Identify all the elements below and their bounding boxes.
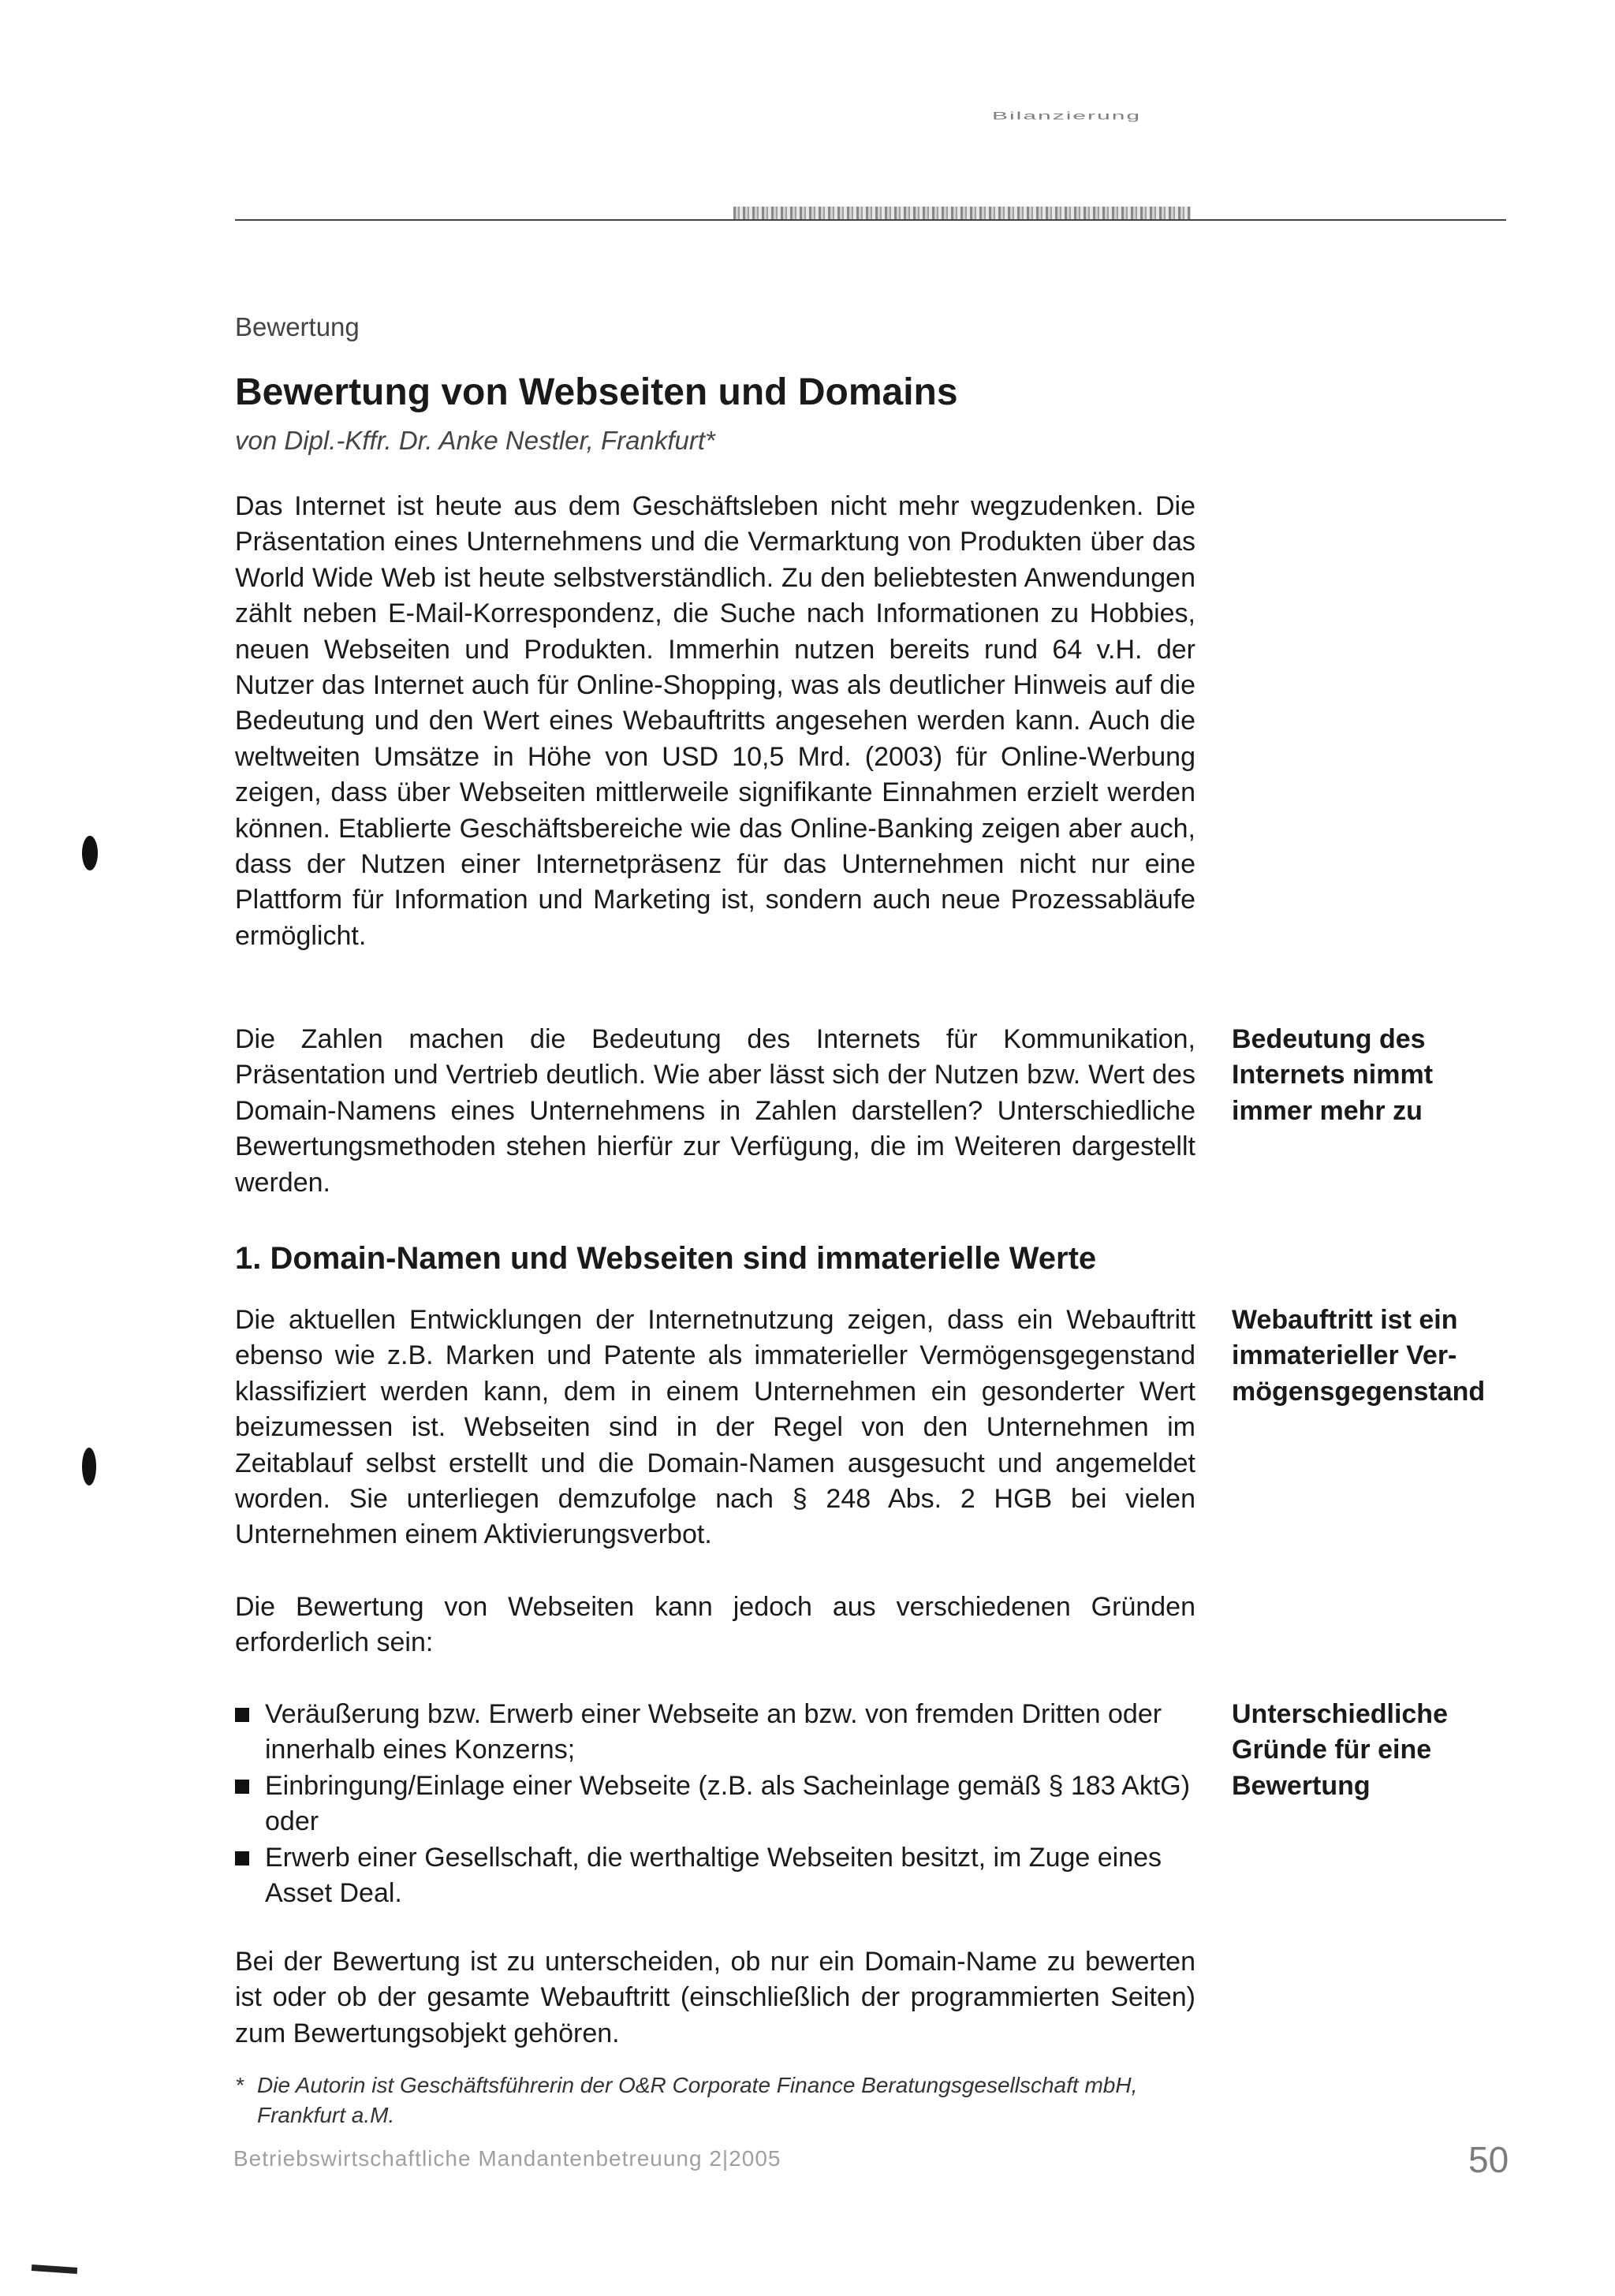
byline: von Dipl.-Kffr. Dr. Anke Nestler, Frankfurt*: [235, 426, 715, 455]
publication-footer: Betriebswirtschaftliche Mandantenbetreuung 2|2005: [233, 2146, 781, 2171]
list-item: [235, 1697, 1195, 1769]
body-paragraph: Die Zahlen machen die Bedeutung des Internets für Kommunikation, Präsentation und Vertrieb deutlich. Wie aber lässt sich der Nutzen bzw. Wert des Domain-Namens eines Unternehmens in Zahlen darstellen? Unterschiedliche Bewertungsmethoden stehen hierfür zur Verfügung, die im Weiteren dargestellt werden.: [235, 1024, 1195, 1198]
body-paragraph: Das Internet ist heute aus dem Geschäftsleben nicht mehr wegzudenken. Die Präsentation eines Unternehmens und die Vermarktung von Produkten über das World Wide Web ist heute selbstverständlich. Zu den beliebtesten Anwendungen zählt neben E-Mail-Korrespondenz, die Suche nach Informationen zu Hobbies, neuen Webseiten und Produkten. Immerhin nutzen bereits rund 64 v.H. der Nutzer das Internet auch für Online-Shopping, was als deutlicher Hinweis auf die Bedeutung und den Wert eines Webauftritts angesehen werden kann. Auch die weltweiten Umsätze in Höhe von USD 10,5 Mrd. (2003) für Online-Werbung zeigen, dass über Webseiten mittlerweile signifikante Einnahmen erzielt werden können. Etablierte Geschäftsbereiche wie das Online-Banking zeigen aber auch, dass der Nutzen einer Internetpräsenz für das Unternehmen nicht nur eine Plattform für Information und Marketing ist, sondern auch neue Prozessabläufe ermöglicht.: [235, 491, 1195, 951]
section-label: Bewertung: [235, 312, 360, 341]
margin-note: Webauftritt ist ein immaterieller Ver- mögensgegenstand: [1232, 1305, 1486, 1407]
body-paragraph: Die aktuellen Entwicklungen der Internetnutzung zeigen, dass ein Webauftritt ebenso wie z.B. Marken und Patente als immaterieller Vermögensgegenstand klassifiziert werden kann, dem in einem Unternehmen ein gesonderter Wert beizumessen ist. Webseiten sind in der Regel von den Unternehmen im Zeitablauf selbst erstellt und die Domain-Namen ausgesucht und angemeldet worden. Sie unterliegen demzufolge nach § 248 Abs. 2 HGB bei vielen Unternehmen einem Aktivierungsverbot.: [235, 1305, 1195, 1550]
list-item: [235, 1840, 1195, 1912]
body-paragraph: Bei der Bewertung ist zu unterscheiden, ob nur ein Domain-Name zu bewerten ist oder ob der gesamte Webauftritt (einschließlich der programmierten Seiten) zum Bewertungsobjekt gehören.: [235, 1947, 1195, 2048]
square-bullet-icon: [235, 1851, 249, 1866]
article-title: Bewertung von Webseiten und Domains: [235, 371, 958, 413]
list-item-text: Einbringung/Einlage einer Webseite (z.B. als Sacheinlage gemäß § 183 AktG) oder: [265, 1770, 1191, 1837]
margin-note: Bedeutung des Internets nimmt immer mehr zu: [1232, 1024, 1434, 1126]
list-item-text: Veräußerung bzw. Erwerb einer Webseite an bzw. von fremden Dritten oder innerhalb eines Konzerns;: [265, 1699, 1162, 1765]
section-heading: 1. Domain-Namen und Webseiten sind immaterielle Werte: [235, 1241, 1097, 1276]
square-bullet-icon: [235, 1708, 249, 1722]
header-rule: [235, 219, 1506, 221]
page-number: 50: [1468, 2139, 1509, 2180]
list-item-text: Erwerb einer Gesellschaft, die werthaltige Webseiten besitzt, im Zuge eines Asset Deal.: [265, 1842, 1162, 1909]
footnote-text: Die Autorin ist Geschäftsführerin der O&R Corporate Finance Beratungsgesellschaft mbH, Frankfurt a.M.: [257, 2073, 1138, 2127]
body-paragraph: Die Bewertung von Webseiten kann jedoch aus verschiedenen Gründen erforderlich sein:: [235, 1592, 1195, 1658]
footnote-marker: *: [235, 2073, 244, 2097]
bullet-list: [235, 1697, 1195, 1911]
scan-corner-mark: [32, 2264, 77, 2274]
running-head: Bilanzierung: [992, 110, 1142, 122]
margin-note: Unterschiedliche Gründe für eine Bewertung: [1232, 1699, 1448, 1801]
square-bullet-icon: [235, 1780, 249, 1794]
punch-hole-mark: [82, 836, 98, 870]
footnote: [235, 2070, 1181, 2130]
list-item: [235, 1769, 1195, 1840]
punch-hole-mark: [82, 1448, 96, 1485]
header-scan-noise: [733, 207, 1191, 219]
